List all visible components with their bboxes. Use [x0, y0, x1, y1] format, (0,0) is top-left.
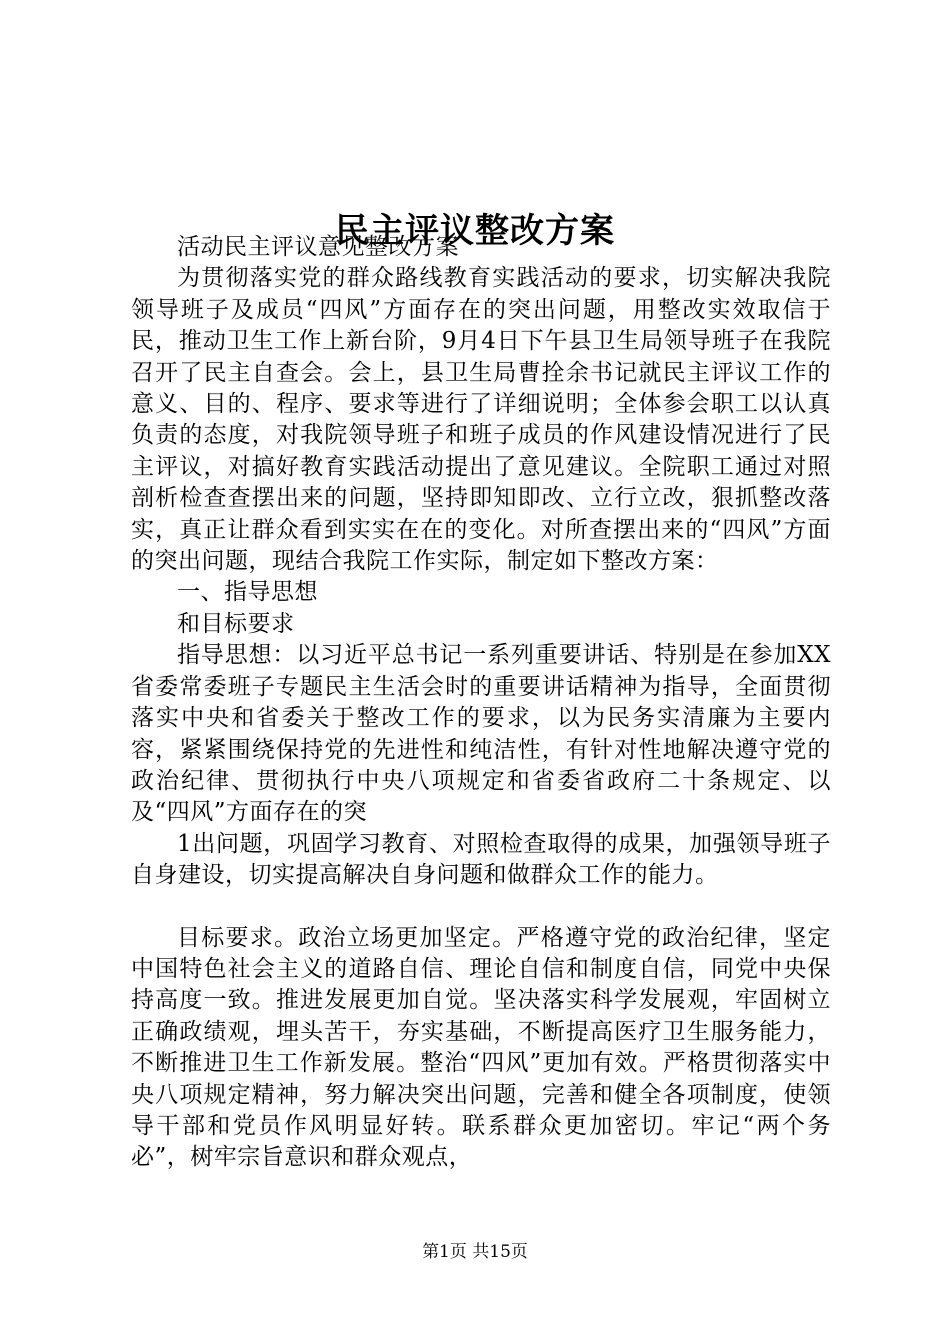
section-heading-continued: 和目标要求: [177, 610, 295, 637]
intro-paragraph: 为贯彻落实党的群众路线教育实践活动的要求，切实解决我院领导班子及成员“四风”方面存在的突出问题，用整改实效取信于民，推动卫生工作上新台阶，9月4日下午县卫生局领导班子在我院召开了民主自查会。会上，县卫生局曹拴余书记就民主评议工作的意义、目的、程序、要求等进行了详细说明；全体参会职工以认真负责的态度，对我院领导班子和班子成员的作风建设情况进行了民主评议，对搞好教育实践活动提出了意见建议。全院职工通过对照剖析检查查摆出来的问题，坚持即知即改、立行立改，狠抓整改落实，真正让群众看到实实在在的变化。对所查摆出来的“四风”方面的突出问题，现结合我院工作实际，制定如下整改方案：: [131, 265, 831, 575]
guiding-ideology-paragraph: 指导思想：以习近平总书记一系列重要讲话、特别是在参加XX省委常委班子专题民主生活会时的重要讲话精神为指导，全面贯彻落实中央和省委关于整改工作的要求，以为民务实清廉为主要内容，紧紧围绕保持党的先进性和纯洁性，有针对性地解决遵守党的政治纪律、贯彻执行中央八项规定和省委省政府二十条规定、以及“四风”方面存在的突: [131, 642, 831, 826]
page-number: 第1页 共15页: [422, 1242, 528, 1262]
guiding-ideology-continued-paragraph: 1出问题，巩固学习教育、对照检查取得的成果，加强领导班子自身建设，切实提高解决自身问题和做群众工作的能力。: [131, 830, 831, 889]
subtitle-paragraph: 活动民主评议意见整改方案: [177, 234, 459, 260]
document-title: 民主评议整改方案: [335, 210, 615, 251]
section-heading: 一、指导思想: [177, 579, 318, 606]
document-body: [131, 232, 831, 1174]
goals-paragraph: 目标要求。政治立场更加坚定。严格遵守党的政治纪律，坚定中国特色社会主义的道路自信、理论自信和制度自信，同党中央保持高度一致。推进发展更加自觉。坚决落实科学发展观，牢固树立正确政绩观，埋头苦干，夯实基础，不断提高医疗卫生服务能力，不断推进卫生工作新发展。整治“四风”更加有效。严格贯彻落实中央八项规定精神，努力解决突出问题，完善和健全各项制度，使领导干部和党员作风明显好转。联系群众更加密切。牢记“两个务必”，树牢宗旨意识和群众观点，: [131, 924, 831, 1171]
